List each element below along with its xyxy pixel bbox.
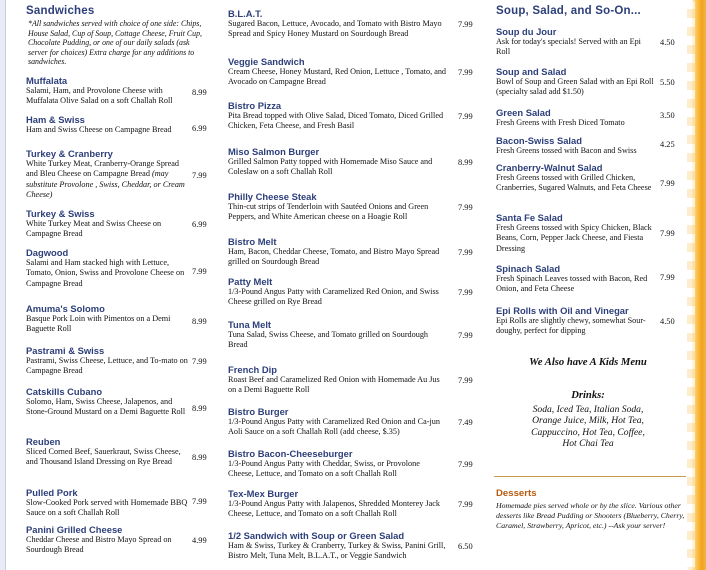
menu-item [26, 75, 192, 107]
menu-item [496, 305, 656, 337]
item-description: Ham & Swiss, Turkey & Cranberry, Turkey & Swiss, Panini Grill, Bistro Melt, Tuna Melt, B.L.A.T., or Veggie Sandwich [228, 541, 446, 561]
item-name: Miso Salmon Burger [228, 146, 320, 157]
item-name: Bistro Burger [228, 406, 289, 417]
item-description: Fresh Greens tossed with Bacon and Swiss [496, 146, 637, 155]
item-description: Grilled Salmon Patty topped with Homemade Miso Sauce and Coleslaw on a soft Challah Roll [228, 157, 433, 177]
menu-item [228, 100, 446, 132]
item-name: Reuben [26, 436, 61, 447]
sandwiches-side-note: *All sandwiches served with choice of one side: Chips, House Salad, Cup of Soup, Cottage Cheese, Fruit Cup, Chocolate Pudding, or one of our daily salads (ask server for choices) Extra charge for any additions to sandwiches. [28, 19, 203, 67]
menu-item [228, 236, 446, 268]
item-price: 6.99 [192, 124, 207, 133]
item-description: Fresh Greens tossed with Spicy Chicken, Black Beans, Corn, Pepper Jack Cheese, and Fiesta Dressing [496, 223, 652, 253]
item-description: Pastrami, Swiss Cheese, Lettuce, and To-mato on Campagne Bread [26, 356, 188, 376]
item-name: Bacon-Swiss Salad [496, 135, 582, 146]
menu-item [26, 303, 192, 335]
menu-item [26, 436, 192, 468]
menu-item [228, 319, 446, 351]
item-price: 7.99 [458, 203, 473, 212]
menu-item [228, 146, 446, 178]
item-price: 7.99 [458, 288, 473, 297]
item-name: B.L.A.T. [228, 8, 263, 19]
desserts-heading: Desserts [496, 488, 537, 499]
left-border-stripe [0, 0, 6, 570]
menu-item [228, 56, 446, 88]
menu-item [496, 26, 656, 58]
item-description: Salami and Ham stacked high with Lettuce, Tomato, Onion, Swiss and Provolone Cheese on Campagne Bread [26, 258, 185, 288]
item-name: Turkey & Cranberry [26, 148, 113, 159]
item-description: Fresh Greens with Fresh Diced Tomato [496, 118, 625, 127]
item-description: Ham and Swiss Cheese on Campagne Bread [26, 125, 172, 134]
kids-menu-notice: We Also have A Kids Menu [529, 357, 647, 368]
item-price: 7.99 [192, 171, 207, 180]
item-price: 7.99 [458, 248, 473, 257]
menu-item [26, 345, 192, 377]
item-name: Cranberry-Walnut Salad [496, 162, 603, 173]
item-price: 7.99 [458, 500, 473, 509]
drinks-list [496, 404, 680, 450]
item-description: Bowl of Soup and Green Salad with an Epi Roll (specialty salad add $1.50) [496, 77, 654, 97]
item-name: Dagwood [26, 247, 69, 258]
item-name: Epi Rolls with Oil and Vinegar [496, 305, 629, 316]
item-description: Roast Beef and Caramelized Red Onion with Homemade Au Jus on a Demi Baguette Roll [228, 375, 440, 395]
menu-item [26, 148, 192, 201]
item-price: 7.99 [192, 357, 207, 366]
item-price: 7.99 [192, 497, 207, 506]
item-description: Thin-cut strips of Tenderloin with Sautéed Onions and Green Peppers, and White American cheese on a Hoagie Roll [228, 202, 429, 222]
item-description: Tuna Salad, Swiss Cheese, and Tomato grilled on Sourdough Bread [228, 330, 429, 350]
drinks-line: Cappuccino, Hot Tea, Coffee, [531, 426, 645, 438]
item-description: Epi Rolls are slightly chewy, somewhat Sour-doughy, perfect for dipping [496, 316, 646, 336]
item-price: 7.99 [192, 267, 207, 276]
item-name: Tex-Mex Burger [228, 488, 299, 499]
item-description: White Turkey Meat and Swiss Cheese on Campagne Bread [26, 219, 162, 239]
menu-item [228, 448, 446, 480]
item-description: Salami, Ham, and Provolone Cheese with Muffalata Olive Salad on a soft Challah Roll [26, 86, 173, 106]
item-description: Fresh Greens tossed with Grilled Chicken, Cranberries, Sugared Walnuts, and Feta Cheese [496, 173, 652, 193]
item-name: Spinach Salad [496, 263, 561, 274]
item-price: 6.50 [458, 542, 473, 551]
drinks-heading: Drinks: [571, 390, 605, 401]
item-name: Pastrami & Swiss [26, 345, 105, 356]
item-price: 8.99 [192, 404, 207, 413]
item-price: 8.99 [458, 158, 473, 167]
item-price: 4.50 [660, 38, 675, 47]
item-name: Bistro Bacon-Cheeseburger [228, 448, 353, 459]
drinks-line: Hot Chai Tea [562, 438, 614, 450]
item-name: Patty Melt [228, 276, 273, 287]
menu-item [26, 114, 192, 135]
item-description: Solomo, Ham, Swiss Cheese, Jalapenos, and Stone-Ground Mustard on a Demi Baguette Roll [26, 397, 186, 417]
menu-item [228, 488, 446, 520]
item-description: Ham, Bacon, Cheddar Cheese, Tomato, and Bistro Mayo Spread grilled on Sourdough Bread [228, 247, 440, 267]
item-description: Cheddar Cheese and Bistro Mayo Spread on Sourdough Bread [26, 535, 172, 555]
item-name: 1/2 Sandwich with Soup or Green Salad [228, 530, 405, 541]
item-price: 3.50 [660, 111, 675, 120]
item-name: Green Salad [496, 107, 551, 118]
menu-item [228, 191, 446, 223]
item-price: 7.99 [458, 331, 473, 340]
item-description: Ask for today's specials! Served with an Epi Roll [496, 37, 641, 57]
menu-item [496, 212, 656, 254]
item-price: 4.99 [192, 536, 207, 545]
item-name: Panini Grilled Cheese [26, 524, 123, 535]
right-decorative-band [692, 0, 706, 570]
menu-item [496, 66, 656, 98]
item-description: White Turkey Meat, Cranberry-Orange Spread and Bleu Cheese on Campagne Bread [26, 159, 180, 179]
item-description: Sugared Bacon, Lettuce, Avocado, and Tomato with Bistro Mayo Spread and Spicy Honey Mustard on Sourdough Bread [228, 19, 442, 39]
item-name: Turkey & Swiss [26, 208, 95, 219]
item-description: Fresh Spinach Leaves tossed with Bacon, Red Onion, and Feta Cheese [496, 274, 648, 294]
desserts-divider [494, 476, 686, 477]
drinks-line: Orange Juice, Milk, Hot Tea, [532, 415, 644, 427]
menu-item [228, 406, 446, 438]
item-price: 7.99 [458, 112, 473, 121]
item-price: 7.49 [458, 418, 473, 427]
item-description: Slow-Cooked Pork served with Homemade BBQ Sauce on a soft Challah Roll [26, 498, 188, 518]
item-name: Muffalata [26, 75, 68, 86]
menu-item [26, 208, 192, 240]
item-description: 1/3-Pound Angus Patty with Cheddar, Swiss, or Provolone Cheese, Lettuce, and Tomato on a soft Challah Roll [228, 459, 420, 479]
item-description: Cream Cheese, Honey Mustard, Red Onion, Lettuce , Tomato, and Avocado on Campagne Bread [228, 67, 447, 87]
item-name: Pulled Pork [26, 487, 78, 498]
item-description: Sliced Corned Beef, Sauerkraut, Swiss Cheese, and Thousand Island Dressing on Rye Bread [26, 447, 181, 467]
item-price: 7.99 [458, 20, 473, 29]
menu-item [26, 386, 192, 418]
menu-item [496, 263, 656, 295]
item-price: 8.99 [192, 453, 207, 462]
menu-item [496, 135, 656, 156]
item-price: 4.50 [660, 317, 675, 326]
menu-item [496, 107, 656, 128]
item-name: Amuma's Solomo [26, 303, 105, 314]
item-price: 8.99 [192, 88, 207, 97]
item-price: 7.99 [660, 273, 675, 282]
sandwiches-heading: Sandwiches [26, 5, 95, 17]
drinks-line: Soda, Iced Tea, Italian Soda, [532, 404, 644, 415]
item-name: Veggie Sandwich [228, 56, 305, 67]
item-price: 7.99 [458, 376, 473, 385]
item-price: 4.25 [660, 140, 675, 149]
menu-item [26, 247, 192, 289]
item-name: French Dip [228, 364, 277, 375]
menu-item [496, 162, 656, 194]
menu-item [228, 364, 446, 396]
item-description: 1/3-Pound Angus Patty with Caramelized Red Onion, and Swiss Cheese grilled on Rye Bread [228, 287, 439, 307]
item-name: Catskills Cubano [26, 386, 103, 397]
item-name: Soup and Salad [496, 66, 567, 77]
item-substitution-note: (may substitute Provolone , Swiss, Cheddar, or Cream Cheese) [26, 169, 185, 200]
desserts-description: Homemade pies served whole or by the slice. Various other desserts like Bread Pudding or Shooters (Blueberry, Cherry, Caramel, Strawberry, Apricot, etc.) --Ask your server! [496, 501, 685, 530]
item-price: 5.50 [660, 78, 675, 87]
menu-item [228, 276, 446, 308]
item-price: 6.99 [192, 220, 207, 229]
menu-item [228, 8, 446, 40]
item-price: 7.99 [458, 460, 473, 469]
item-price: 7.99 [458, 68, 473, 77]
item-description: 1/3-Pound Angus Patty with Caramelized Red Onion and Ca-jun Aoli Sauce on a soft Challah Roll (add cheese, $.35) [228, 417, 440, 437]
item-name: Bistro Pizza [228, 100, 282, 111]
item-price: 7.99 [660, 179, 675, 188]
item-price: 7.99 [660, 229, 675, 238]
item-name: Bistro Melt [228, 236, 277, 247]
menu-item [26, 524, 192, 556]
item-description: Pita Bread topped with Olive Salad, Diced Tomato, Diced Grilled Chicken, Feta Cheese, and Fresh Basil [228, 111, 444, 131]
item-name: Ham & Swiss [26, 114, 85, 125]
item-description: Basque Pork Loin with Pimentos on a Demi Baguette Roll [26, 314, 171, 334]
item-price: 8.99 [192, 317, 207, 326]
menu-item [26, 487, 192, 519]
item-name: Soup du Jour [496, 26, 557, 37]
item-name: Santa Fe Salad [496, 212, 563, 223]
item-name: Philly Cheese Steak [228, 191, 317, 202]
item-name: Tuna Melt [228, 319, 272, 330]
menu-item [228, 530, 452, 562]
item-description: 1/3-Pound Angus Patty with Jalapenos, Shredded Monterey Jack Cheese, Lettuce, and Tomato on a soft Challah Roll [228, 499, 440, 519]
soup-salad-heading: Soup, Salad, and So-On... [496, 5, 641, 17]
